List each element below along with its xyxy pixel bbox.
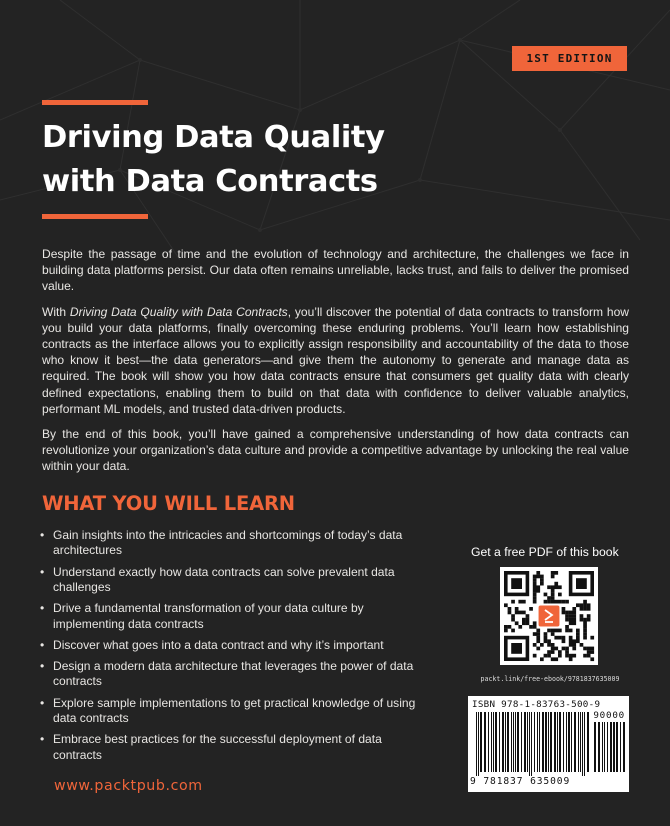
title-rule-bottom xyxy=(42,214,148,219)
isbn-text: ISBN 978-1-83763-500-9 xyxy=(472,699,601,710)
isbn-barcode xyxy=(468,696,629,792)
qr-code-image xyxy=(500,567,598,665)
list-item-text: Design a modern data architecture that leverages the power of data contracts xyxy=(53,659,414,689)
list-item-text: Explore sample implementations to get practical knowledge of using data contracts xyxy=(53,695,416,726)
list-item xyxy=(40,638,430,653)
description-paragraph-2-prefix: With xyxy=(42,304,70,319)
packt-logo-icon xyxy=(539,606,560,627)
list-item xyxy=(40,528,430,559)
book-title-line-1: Driving Data Quality xyxy=(42,120,385,155)
free-pdf-label: Get a free PDF of this book xyxy=(471,545,619,559)
bullet-icon: • xyxy=(40,564,45,579)
list-item-text: Embrace best practices for the successful deployment of data contracts xyxy=(53,732,382,762)
description-paragraph-3: By the end of this book, you’ll have gained a comprehensive understanding of how data contracts can revolutionize your organization’s data culture and provide a competitive advantage by unlocking the real value within your data. xyxy=(42,427,629,474)
list-item-text: Understand exactly how data contracts can solve prevalent data challenges xyxy=(53,564,395,595)
learn-heading: WHAT YOU WILL LEARN xyxy=(42,492,295,515)
list-item xyxy=(40,565,430,596)
list-item xyxy=(40,659,430,690)
list-item-text: Drive a fundamental transformation of your data culture by implementing data contracts xyxy=(53,601,364,631)
book-title xyxy=(42,116,602,204)
learn-list xyxy=(40,528,430,769)
free-ebook-link[interactable]: packt.link/free-ebook/9781837635009 xyxy=(480,675,620,683)
description-paragraph-2-rest: , you’ll discover the potential of data contracts to transform how you build your data platforms, finally overcoming these enduring problems. You’ll learn how establishing contracts as the interface allows you to explicitly assign responsibility and accountability of the data to those who know it best—the data generators—and give them the autonomy to generate and manage data as required. The book will show you how data contracts ensure that consumers get quality data with clearly defined expectations, enabling them to build on that data with confidence to deliver valuable analytics, performant ML models, and trusted data-driven products. xyxy=(42,304,629,416)
qr-code[interactable] xyxy=(500,567,598,665)
list-item-text: Discover what goes into a data contract and why it’s important xyxy=(53,637,384,652)
book-title-line-2: with Data Contracts xyxy=(42,164,378,199)
bullet-icon: • xyxy=(40,732,45,747)
bullet-icon: • xyxy=(40,601,45,616)
edition-badge: 1ST EDITION xyxy=(512,46,627,71)
barcode-addon: 90000 xyxy=(593,710,625,721)
bullet-icon: • xyxy=(40,659,45,674)
website-link[interactable]: www.packtpub.com xyxy=(54,778,203,794)
description-paragraph-1: Despite the passage of time and the evolution of technology and architecture, the challenges we face in building data platforms persist. Our data often remains unreliable, lacks trust, and fails to deliver the promised value. xyxy=(42,247,629,294)
title-rule-top xyxy=(42,100,148,105)
list-item-text: Gain insights into the intricacies and shortcomings of today’s data architectures xyxy=(53,528,403,558)
ean-digits: 9 781837 635009 xyxy=(470,776,571,787)
description-book-title: Driving Data Quality with Data Contracts xyxy=(69,304,288,319)
list-item xyxy=(40,732,430,763)
bullet-icon: • xyxy=(40,695,45,710)
list-item xyxy=(40,601,430,632)
book-description xyxy=(42,246,629,484)
description-paragraph-2 xyxy=(42,304,629,417)
barcode-bars xyxy=(470,712,627,776)
bullet-icon: • xyxy=(40,637,45,652)
list-item xyxy=(40,696,430,727)
bullet-icon: • xyxy=(40,528,45,542)
